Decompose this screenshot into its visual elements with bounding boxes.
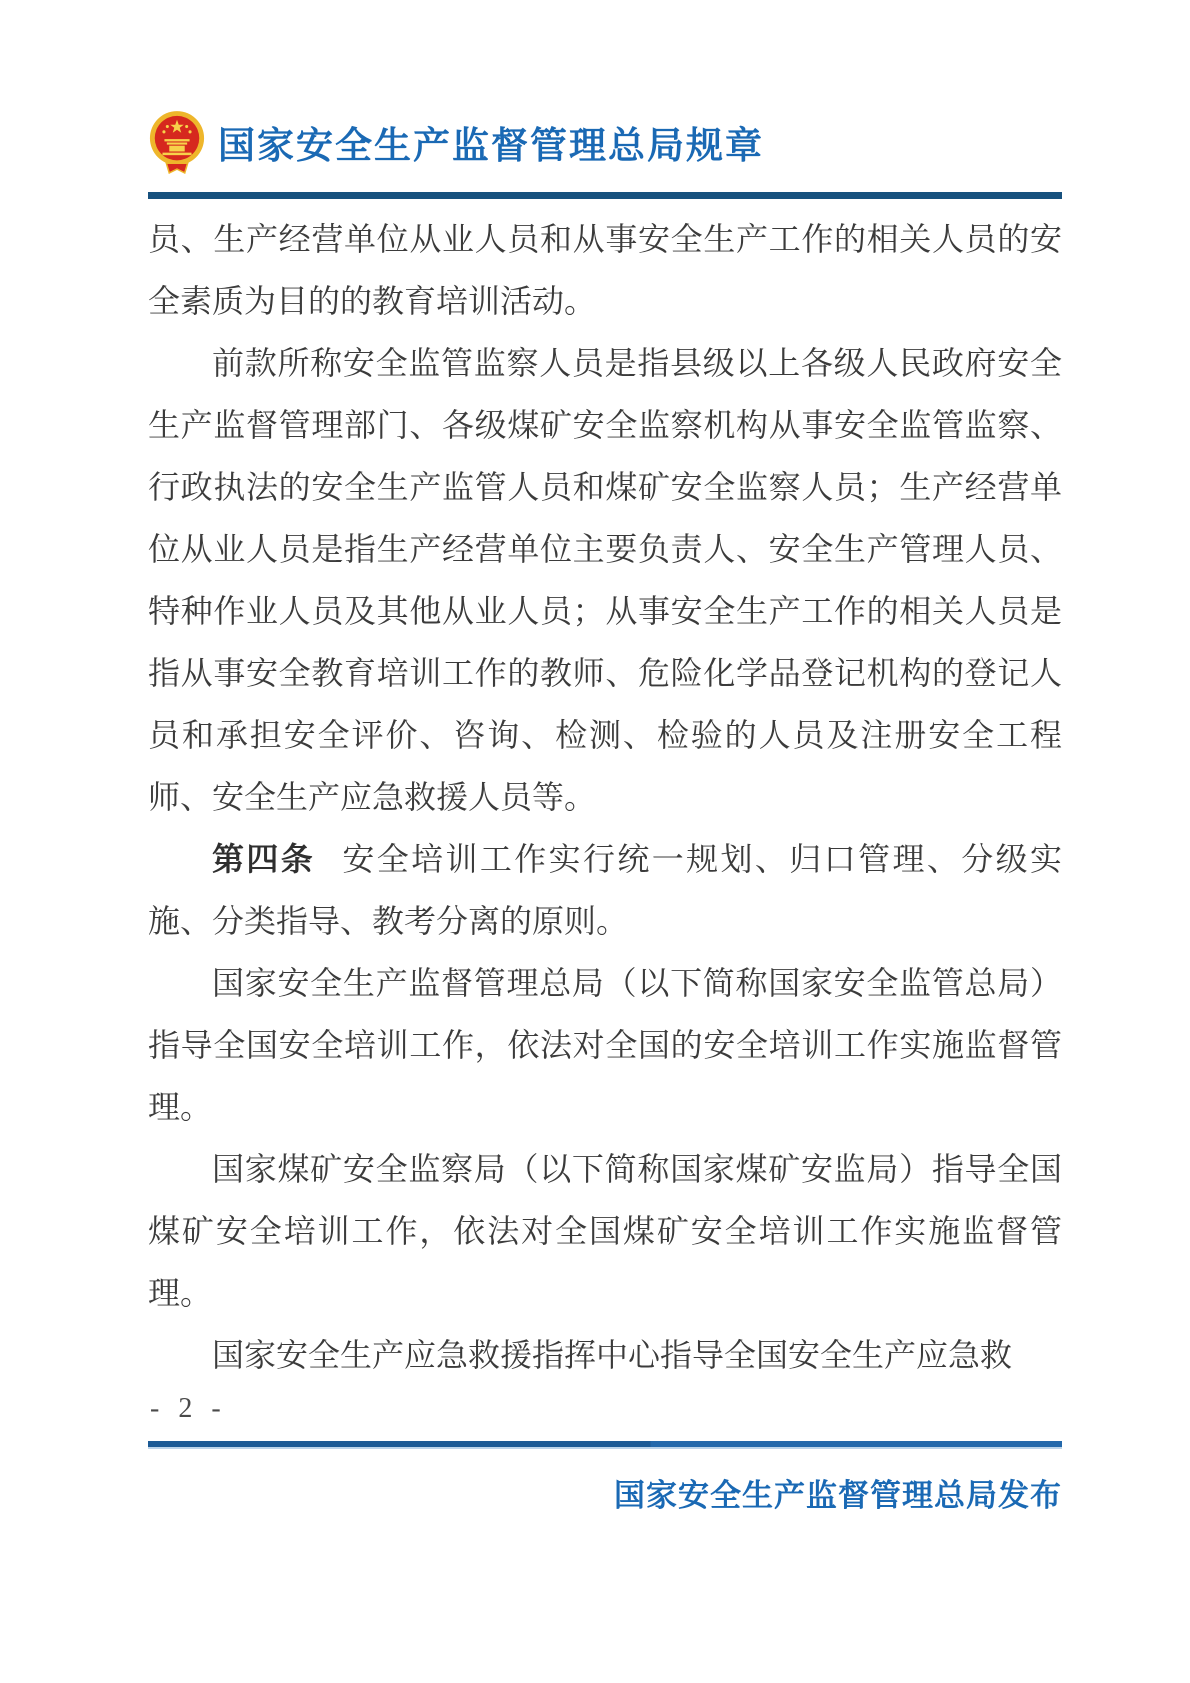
footer-rule <box>148 1441 1062 1449</box>
body-paragraph: 国家安全生产应急救援指挥中心指导全国安全生产应急救 <box>212 1337 1013 1373</box>
article-text: 安全培训工作实行统一规划、归口管理、分级实施、分类指导、教考分离的原则。 <box>148 841 1062 939</box>
document-type-title: 国家安全生产监督管理总局规章 <box>218 126 764 167</box>
page-number: - 2 - <box>150 1393 227 1424</box>
header-rule <box>148 192 1062 199</box>
china-national-emblem-icon <box>148 110 206 174</box>
document-body <box>148 208 1062 1386</box>
article-number: 第四条 <box>212 841 316 877</box>
body-paragraph-article-4 <box>148 828 1062 952</box>
document-header <box>148 110 1062 174</box>
body-paragraph: 国家安全生产监督管理总局（以下简称国家安全监管总局）指导全国安全培训工作，依法对全国的安全培训工作实施监督管理。 <box>148 965 1062 1125</box>
body-paragraph: 国家煤矿安全监察局（以下简称国家煤矿安监局）指导全国煤矿安全培训工作，依法对全国煤矿安全培训工作实施监督管理。 <box>148 1151 1062 1311</box>
body-paragraph: 前款所称安全监管监察人员是指县级以上各级人民政府安全生产监督管理部门、各级煤矿安全监察机构从事安全监管监察、行政执法的安全生产监管人员和煤矿安全监察人员；生产经营单位从业人员是指生产经营单位主要负责人、安全生产管理人员、特种作业人员及其他从业人员；从事安全生产工作的相关人员是指从事安全教育培训工作的教师、危险化学品登记机构的登记人员和承担安全评价、咨询、检测、检验的人员及注册安全工程师、安全生产应急救援人员等。 <box>148 345 1062 815</box>
body-paragraph-continuation: 员、生产经营单位从业人员和从事安全生产工作的相关人员的安全素质为目的的教育培训活动。 <box>148 221 1062 319</box>
publisher-label: 国家安全生产监督管理总局发布 <box>614 1478 1062 1513</box>
